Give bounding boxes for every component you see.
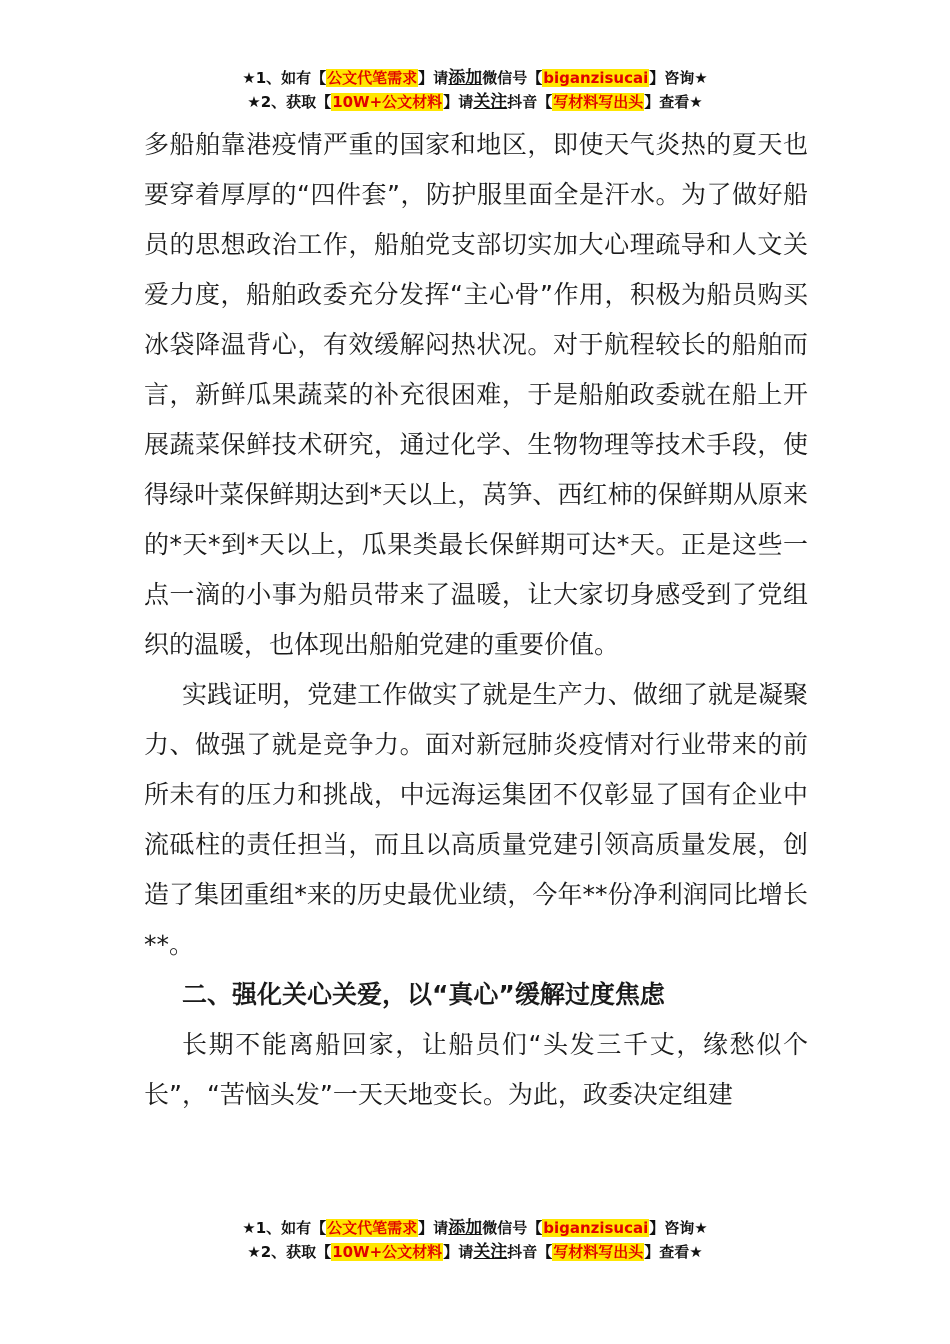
promo-line-2: ★2、获取【10W+公文材料】请关注抖音【写材料写出头】查看★	[247, 1242, 703, 1262]
emphasis-follow: 关注	[473, 1242, 508, 1262]
highlight-service: 公文代笔需求	[327, 69, 418, 87]
paragraph-care: 长期不能离船回家，让船员们“头发三千丈，缘愁似个长”，“苦恼头发”一天天地变长。为此，政委决定组建	[144, 1030, 808, 1109]
promo-line-1: ★1、如有【公文代笔需求】请添加微信号【biganzisucai】咨询★	[242, 1218, 708, 1238]
paragraph-practice: 实践证明，党建工作做实了就是生产力、做细了就是凝聚力、做强了就是竞争力。面对新冠肺炎疫情对行业带来的前所未有的压力和挑战，中远海运集团不仅彰显了国有企业中流砥柱的责任担当，而且以高质量党建引领高质量发展，创造了集团重组*来的历史最优业绩，今年**份净利润同比增长**。	[144, 680, 808, 959]
promo-line-1: ★1、如有【公文代笔需求】请添加微信号【biganzisucai】咨询★	[242, 68, 708, 88]
document-body	[144, 120, 808, 1120]
highlight-materials: 10W+公文材料	[332, 1243, 443, 1261]
highlight-douyin-account: 写材料写出头	[553, 1243, 644, 1261]
highlight-service: 公文代笔需求	[327, 1219, 418, 1237]
star-icon: ★	[242, 69, 256, 87]
header-promo-banner	[0, 66, 950, 114]
emphasis-add: 添加	[448, 1218, 483, 1238]
footer-promo-banner	[0, 1216, 950, 1264]
star-icon: ★	[242, 1219, 256, 1237]
star-icon: ★	[247, 1243, 261, 1261]
section-heading: 二、强化关心关爱，以“真心”缓解过度焦虑	[182, 980, 665, 1009]
emphasis-add: 添加	[448, 68, 483, 88]
highlight-wechat-id: biganzisucai	[543, 1219, 649, 1237]
highlight-wechat-id: biganzisucai	[543, 69, 649, 87]
emphasis-follow: 关注	[473, 92, 508, 112]
star-icon: ★	[247, 93, 261, 111]
highlight-materials: 10W+公文材料	[332, 93, 443, 111]
promo-line-2: ★2、获取【10W+公文材料】请关注抖音【写材料写出头】查看★	[247, 92, 703, 112]
paragraph-continued: 多船舶靠港疫情严重的国家和地区，即使天气炎热的夏天也要穿着厚厚的“四件套”，防护服里面全是汗水。为了做好船员的思想政治工作，船舶党支部切实加大心理疏导和人文关爱力度，船舶政委充分发挥“主心骨”作用，积极为船员购买冰袋降温背心，有效缓解闷热状况。对于航程较长的船舶而言，新鲜瓜果蔬菜的补充很困难，于是船舶政委就在船上开展蔬菜保鲜技术研究，通过化学、生物物理等技术手段，使得绿叶菜保鲜期达到*天以上，莴笋、西红柿的保鲜期从原来的*天*到*天以上，瓜果类最长保鲜期可达*天。正是这些一点一滴的小事为船员带来了温暖，让大家切身感受到了党组织的温暖，也体现出船舶党建的重要价值。	[144, 130, 808, 659]
highlight-douyin-account: 写材料写出头	[553, 93, 644, 111]
